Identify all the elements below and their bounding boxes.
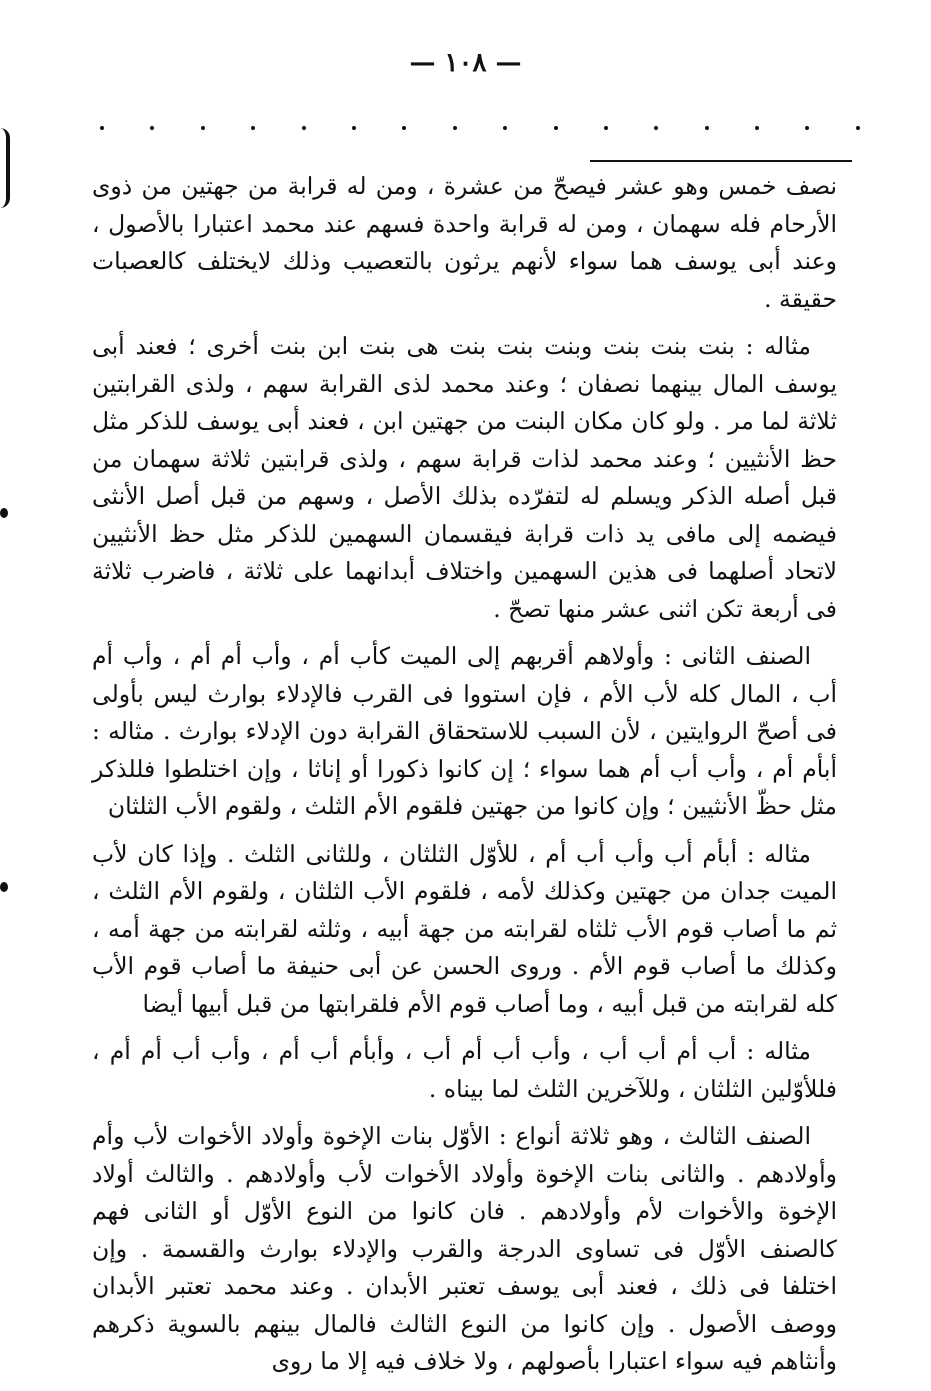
paragraph: الصنف الثالث ، وهو ثلاثة أنواع : الأوّل بنات الإخوة وأولاد الأخوات لأب وأم وأولادهم . والثانى بنات الإخوة وأولاد الأخوات لأب وأولادهم . والثالث أولاد الإخوة والأخوات لأم وأولادهم . فان كانوا من النوع الأوّل أو الثانى فهم كالصنف الأوّل فى تساوى الدرجة والقرب والإدلاء بوارث والقسمة . وإن اختلفا فى ذلك ، فعند أبى يوسف تعتبر الأبدان . وعند محمد تعتبر الأبدان ووصف الأصول . وإن كانوا من النوع الثالث فالمال بينهم بالسوية ذكرهم وأنثاهم فيه سواء اعتبارا بأصولهم ، ولا خلاف فيه إلا ما روى <box>92 1122 837 1375</box>
separator-dot <box>604 126 608 130</box>
separator-dot <box>654 126 658 130</box>
paragraph: الصنف الثانى : وأولاهم أقربهم إلى الميت كأب أم ، وأب أم أم ، وأب أم أب ، المال كله لأب الأم ، فإن استووا فى القرب فالإدلاء بوارث ليس بأولى فى أصحّ الروايتين ، لأن السبب للاستحقاق القرابة دون الإدلاء بوارث . مثاله : أبأم أم ، وأب أب أم هما سواء ؛ إن كانوا ذكورا أو إناثا ، وإن اختلطوا فللذكر مثل حظّ الأنثيين ؛ وإن كانوا من جهتين فلقوم الأم الثلث ، ولقوم الأب الثلثان <box>92 642 837 820</box>
separator-dot <box>302 126 306 130</box>
dotted-separator <box>100 118 860 138</box>
paragraph: نصف خمس وهو عشر فيصحّ من عشرة ، ومن له قرابة من جهتين من ذوى الأرحام فله سهمان ، ومن له قرابة واحدة فسهم عند محمد اعتبارا بالأصول ، وعند أبى يوسف هما سواء لأنهم يرثون بالتعصيب وذلك لايختلف كالعصبات حقيقة . <box>92 172 837 313</box>
separator-dot <box>352 126 356 130</box>
separator-dot <box>402 126 406 130</box>
paragraph: مثاله : أب أم أب أب ، وأب أب أم أب ، وأبأم أب أم ، وأب أب أم أم ، فللأوّلين الثلثان ، وللآخرين الثلث لما بيناه . <box>92 1037 837 1103</box>
page-body <box>92 168 837 1391</box>
separator-dot <box>251 126 255 130</box>
horizontal-rule <box>590 160 852 162</box>
margin-bracket-mark <box>0 128 10 208</box>
paragraph: مثاله : بنت بنت بنت وبنت بنت بنت هى بنت ابن بنت أخرى ؛ فعند أبى يوسف المال بينهما نصفان ؛ وعند محمد لذى القرابة سهم ، ولذى القرابتين ثلاثة لما مر . ولو كان مكان البنت من جهتين ابن ، فعند أبى يوسف للذكر مثل حظ الأنثيين ؛ وعند محمد لذات قرابة سهم ، ولذى قرابتين ثلاثة سهمان من قبل أصله الذكر ويسلم له لتفرّده بذلك الأصل ، وسهم من قبل أصل الأنثى فيضمه إلى مافى يد ذات قرابة فيقسمان السهمين للذكر مثل حظ الأنثيين لاتحاد أصلهما فى هذين السهمين واختلاف أبدانهما على ثلاثة ، فاضرب ثلاثة فى أربعة تكن اثنى عشر منها تصحّ . <box>92 332 837 623</box>
separator-dot <box>805 126 809 130</box>
separator-dot <box>755 126 759 130</box>
separator-dot <box>705 126 709 130</box>
margin-mark <box>0 508 8 518</box>
separator-dot <box>554 126 558 130</box>
paragraph: مثاله : أبأم أب وأب أب أم ، للأوّل الثلثان ، وللثانى الثلث . وإذا كان لأب الميت جدان من جهتين وكذلك لأمه ، فلقوم الأب الثلثان ، ولقوم الأم الثلث ، ثم ما أصاب قوم الأب ثلثاه لقرابته من جهة أبيه ، وثلثه لقرابته من جهة أمه ، وكذلك ما أصاب قوم الأم . وروى الحسن عن أبى حنيفة ما أصاب قوم الأب كله لقرابته من قبل أبيه ، وما أصاب قوم الأم فلقرابتها من قبل أبيها أيضا <box>92 839 837 1018</box>
separator-dot <box>453 126 457 130</box>
separator-dot <box>150 126 154 130</box>
separator-dot <box>201 126 205 130</box>
separator-dot <box>100 126 104 130</box>
page-number: — ١٠٨ — <box>409 48 522 78</box>
separator-dot <box>503 126 507 130</box>
margin-mark <box>0 882 8 892</box>
separator-dot <box>856 126 860 130</box>
